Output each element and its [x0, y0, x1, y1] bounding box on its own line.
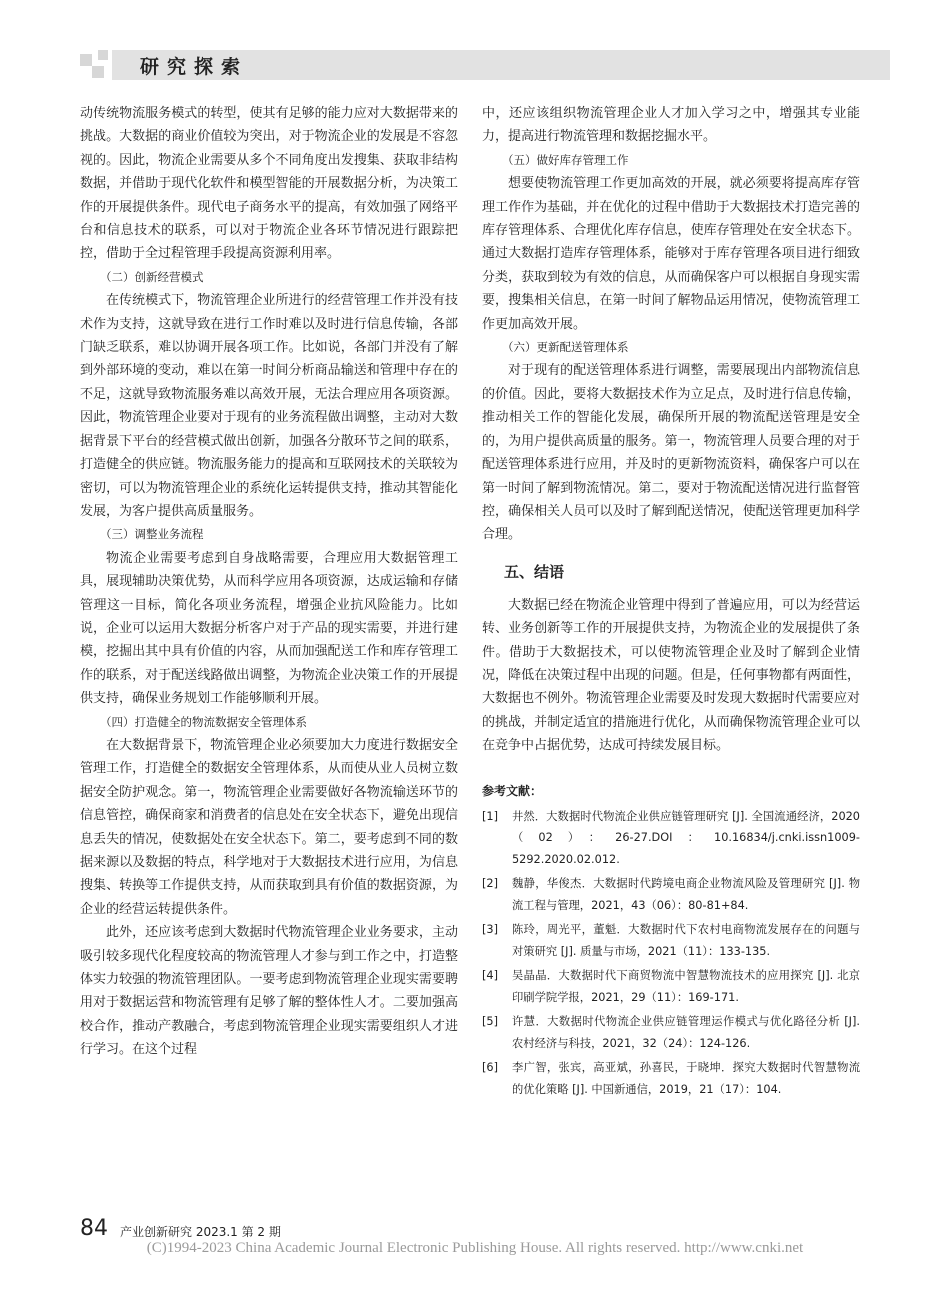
header-decoration: [98, 50, 108, 60]
reference-text: 李广智，张宾，高亚斌，孙喜民，于晓坤．探究大数据时代智慧物流的优化策略 [J]. 中国新通信，2019，21（17）：104.: [512, 1061, 860, 1096]
reference-number: [4]: [482, 969, 499, 983]
reference-text: 许慧．大数据时代物流企业供应链管理运作模式与优化路径分析 [J]. 农村经济与科技，2021，32（24）：124-126.: [512, 1015, 860, 1050]
reference-number: [1]: [482, 809, 499, 823]
reference-item: [482, 873, 860, 916]
reference-text: 陈玲，周光平，董魁．大数据时代下农村电商物流发展存在的问题与对策研究 [J]. 质量与市场，2021（11）：133-135.: [512, 923, 860, 958]
paragraph: 动传统物流服务模式的转型，使其有足够的能力应对大数据带来的挑战。大数据的商业价值较为突出，对于物流企业的发展是不容忽视的。因此，物流企业需要从多个不同角度出发搜集、获取非结构数据，并借助于现代化软件和模型智能的开展数据分析，为决策工作的开展提供条件。现代电子商务水平的提高，有效加强了网络平台和信息技术的联系，可以对于物流企业各环节情况进行跟踪把控，借助于全过程管理手段提高资源利用率。: [80, 106, 458, 262]
header-decoration: [92, 66, 104, 78]
left-column: [80, 102, 458, 1062]
right-column: [482, 102, 860, 1103]
reference-item: [482, 965, 860, 1008]
reference-number: [6]: [482, 1061, 499, 1075]
paragraph: 大数据已经在物流企业管理中得到了普遍应用，可以为经营运转、业务创新等工作的开展提供支持，为物流企业的发展提供了条件。借助于大数据技术，可以使物流管理企业及时了解到企业情况，降低在决策过程中出现的问题。但是，任何事物都有两面性，大数据也不例外。物流管理企业需要及时发现大数据时代需要应对的挑战，并制定适宜的措施进行优化，从而确保物流管理企业可以在竞争中占据优势，达成可持续发展目标。: [482, 597, 860, 754]
page-number: 84: [80, 1216, 108, 1241]
references-title: 参考文献：: [482, 783, 543, 798]
subheading: （三）调整业务流程: [100, 527, 204, 542]
copyright-watermark: (C)1994-2023 China Academic Journal Electronic Publishing House. All rights reserved. http://www.cnki.net: [146, 1240, 804, 1256]
subheading: （五）做好库存管理工作: [502, 152, 629, 167]
reference-item: [482, 1011, 860, 1054]
paragraph: 想要使物流管理工作更加高效的开展，就必须要将提高库存管理工作作为基础，并在优化的过程中借助于大数据技术打造完善的库存管理体系、合理优化库存信息，使库存管理处在安全状态下。通过大数据打造库存管理体系，能够对于库存管理各项目进行细致分类，获取到较为有效的信息，从而确保客户可以根据自身现实需要，搜集相关信息，在第一时间了解物品运用情况，使物流管理工作更加高效开展。: [482, 176, 860, 332]
reference-item: [482, 806, 860, 871]
subheading: （六）更新配送管理体系: [502, 340, 629, 355]
paragraph: 中，还应该组织物流管理企业人才加入学习之中，增强其专业能力，提高进行物流管理和数据挖掘水平。: [482, 106, 860, 145]
paragraph: 此外，还应该考虑到大数据时代物流管理企业业务要求，主动吸引较多现代化程度较高的物流管理人才参与到工作之中，打造整体实力较强的物流管理团队。一要考虑到物流管理企业现实需要聘用对于数据运营和物流管理有足够了解的整体性人才。二要加强高校合作，推动产教融合，考虑到物流管理企业现实需要组织人才进行学习。在这个过程: [80, 925, 458, 1058]
reference-number: [2]: [482, 877, 499, 891]
header-decoration: [80, 54, 92, 66]
reference-number: [5]: [482, 1015, 499, 1029]
reference-item: [482, 1057, 860, 1100]
subheading: （四）打造健全的物流数据安全管理体系: [100, 714, 307, 729]
references-list: [482, 806, 860, 1101]
reference-item: [482, 919, 860, 962]
journal-info: 产业创新研究 2023.1 第 2 期: [120, 1225, 281, 1239]
section-heading: 五、结语: [504, 562, 565, 581]
reference-text: 吴晶晶．大数据时代下商贸物流中智慧物流技术的应用探究 [J]. 北京印刷学院学报，2021，29（11）：169-171.: [512, 969, 860, 1004]
subheading: （二）创新经营模式: [100, 269, 204, 284]
section-header-title: 研究探索: [140, 56, 249, 78]
paragraph: 在大数据背景下，物流管理企业必须要加大力度进行数据安全管理工作，打造健全的数据安全管理体系，从而使从业人员树立数据安全防护观念。第一，物流管理企业需要做好各物流输送环节的信息管控，确保商家和消费者的信息处在安全状态下，避免出现信息丢失的情况，使数据处在安全状态下。第二，要考虑到不同的数据来源以及数据的特点，科学地对于大数据技术进行应用，为信息搜集、转换等工作提供支持，从而获取到具有价值的数据资源，为企业的经营运转提供条件。: [80, 737, 458, 917]
reference-text: 魏静，华俊杰．大数据时代跨境电商企业物流风险及管理研究 [J]. 物流工程与管理，2021，43（06）：80-81+84.: [512, 877, 860, 912]
reference-text: 井然．大数据时代物流企业供应链管理研究 [J]. 全国流通经济，2020（02）：26-27.DOI：10.16834/j.cnki.issn1009-5292.2020.02.012.: [512, 809, 860, 866]
paragraph: 物流企业需要考虑到自身战略需要，合理应用大数据管理工具，展现辅助决策优势，从而科学应用各项资源，达成运输和存储管理这一目标，简化各项业务流程，增强企业抗风险能力。比如说，企业可以运用大数据分析客户对于产品的现实需要，并进行建模，挖掘出其中具有价值的内容，从而加强配送工作和库存管理工作的联系，对于配送线路做出调整，为物流企业决策工作的开展提供支持，确保业务规划工作能够顺利开展。: [80, 550, 458, 707]
reference-number: [3]: [482, 923, 499, 937]
paragraph: 在传统模式下，物流管理企业所进行的经营管理工作并没有技术作为支持，这就导致在进行工作时难以及时进行信息传输，各部门缺乏联系，难以协调开展各项工作。比如说，各部门并没有了解到外部环境的变动，难以在第一时间分析商品输送和管理中存在的不足，这就导致物流服务难以高效开展，无法合理应用各项资源。因此，物流管理企业要对于现有的业务流程做出调整，主动对大数据背景下平台的经营模式做出创新，加强各分散环节之间的联系，打造健全的供应链。物流服务能力的提高和互联网技术的关联较为密切，可以为物流管理企业的系统化运转提供支持，推动其智能化发展，为客户提供高质量服务。: [80, 293, 458, 519]
paragraph: 对于现有的配送管理体系进行调整，需要展现出内部物流信息的价值。因此，要将大数据技术作为立足点，及时进行信息传输，推动相关工作的智能化发展，确保所开展的物流配送管理是安全的，为用户提供高质量的服务。第一，物流管理人员要合理的对于配送管理体系进行应用，并及时的更新物流资料，确保客户可以在第一时间了解到物流情况。第二，要对于物流配送情况进行监督管控，确保相关人员可以及时了解到配送情况，使配送管理更加科学合理。: [482, 363, 860, 543]
